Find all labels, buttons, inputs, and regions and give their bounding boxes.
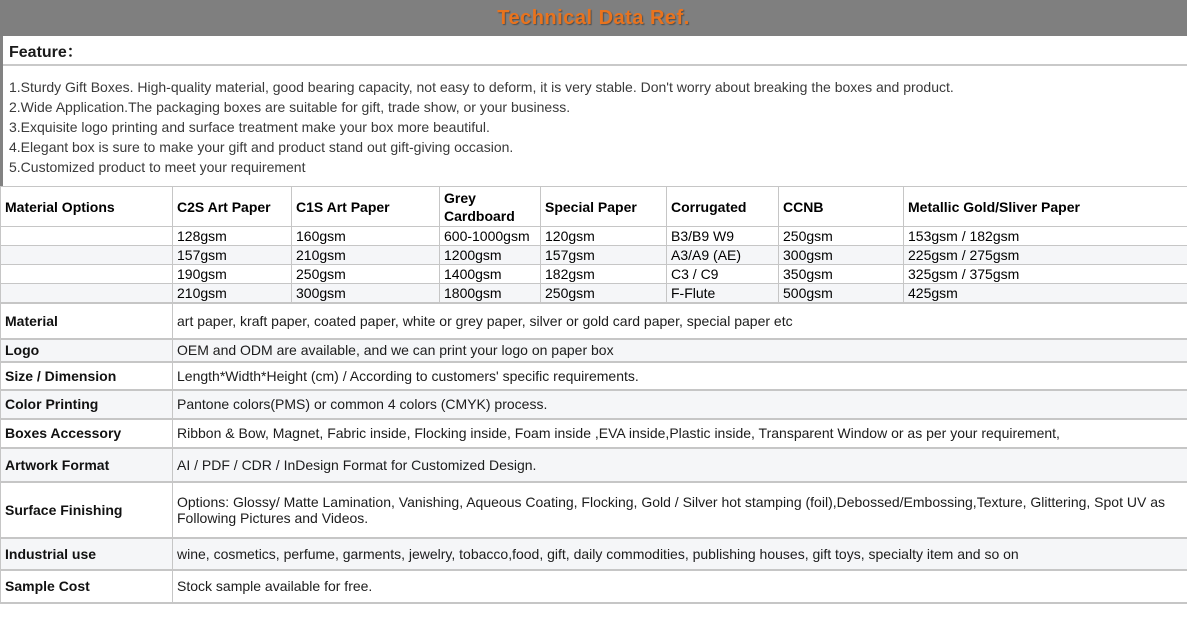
detail-label: Material bbox=[1, 303, 173, 339]
detail-value: Options: Glossy/ Matte Lamination, Vanishing, Aqueous Coating, Flocking, Gold / Silver hot stamping (foil),Debossed/Embossing,Texture, Glittering, Spot UV as Following Pictures and Videos. bbox=[173, 482, 1187, 538]
detail-row bbox=[1, 303, 1187, 339]
gsm-cell: A3/A9 (AE) bbox=[667, 246, 779, 265]
detail-value: wine, cosmetics, perfume, garments, jewelry, tobacco,food, gift, daily commodities, publishing houses, gift toys, specialty item and so on bbox=[173, 538, 1187, 570]
column-header: Corrugated bbox=[667, 187, 779, 227]
spec-body bbox=[1, 227, 1187, 603]
gsm-cell: C3 / C9 bbox=[667, 265, 779, 284]
column-header: Grey Cardboard bbox=[440, 187, 541, 227]
gsm-cell bbox=[1, 246, 173, 265]
gsm-cell: 210gsm bbox=[292, 246, 440, 265]
detail-label: Surface Finishing bbox=[1, 482, 173, 538]
detail-row bbox=[1, 482, 1187, 538]
gsm-cell bbox=[1, 284, 173, 303]
gsm-cell: 225gsm / 275gsm bbox=[904, 246, 1187, 265]
detail-label: Size / Dimension bbox=[1, 362, 173, 390]
column-header: C1S Art Paper bbox=[292, 187, 440, 227]
gsm-cell: 300gsm bbox=[779, 246, 904, 265]
detail-value: Length*Width*Height (cm) / According to customers' specific requirements. bbox=[173, 362, 1187, 390]
detail-label: Industrial use bbox=[1, 538, 173, 570]
detail-row bbox=[1, 570, 1187, 603]
detail-row bbox=[1, 362, 1187, 390]
detail-label: Artwork Format bbox=[1, 448, 173, 482]
gsm-cell: 1400gsm bbox=[440, 265, 541, 284]
gsm-cell: 157gsm bbox=[541, 246, 667, 265]
gsm-cell: 250gsm bbox=[292, 265, 440, 284]
gsm-row bbox=[1, 246, 1187, 265]
gsm-cell: 120gsm bbox=[541, 227, 667, 246]
feature-section bbox=[0, 36, 1187, 186]
spec-table bbox=[0, 186, 1187, 604]
detail-row bbox=[1, 538, 1187, 570]
gsm-cell: 325gsm / 375gsm bbox=[904, 265, 1187, 284]
gsm-cell: 425gsm bbox=[904, 284, 1187, 303]
detail-row bbox=[1, 390, 1187, 419]
gsm-cell bbox=[1, 227, 173, 246]
detail-row bbox=[1, 448, 1187, 482]
gsm-cell bbox=[1, 265, 173, 284]
feature-list bbox=[3, 66, 1187, 186]
gsm-cell: 153gsm / 182gsm bbox=[904, 227, 1187, 246]
column-header: Metallic Gold/Sliver Paper bbox=[904, 187, 1187, 227]
gsm-cell: B3/B9 W9 bbox=[667, 227, 779, 246]
gsm-cell: 157gsm bbox=[173, 246, 292, 265]
detail-value: OEM and ODM are available, and we can print your logo on paper box bbox=[173, 339, 1187, 362]
gsm-cell: 250gsm bbox=[779, 227, 904, 246]
title-bar bbox=[0, 0, 1187, 36]
gsm-cell: F-Flute bbox=[667, 284, 779, 303]
gsm-cell: 1800gsm bbox=[440, 284, 541, 303]
gsm-cell: 250gsm bbox=[541, 284, 667, 303]
column-header: CCNB bbox=[779, 187, 904, 227]
detail-value: art paper, kraft paper, coated paper, white or grey paper, silver or gold card paper, special paper etc bbox=[173, 303, 1187, 339]
detail-value: AI / PDF / CDR / InDesign Format for Customized Design. bbox=[173, 448, 1187, 482]
gsm-cell: 600-1000gsm bbox=[440, 227, 541, 246]
column-header: Material Options bbox=[1, 187, 173, 227]
feature-item: 2.Wide Application.The packaging boxes are suitable for gift, trade show, or your business. bbox=[9, 99, 571, 115]
detail-label: Boxes Accessory bbox=[1, 419, 173, 448]
page-title: Technical Data Ref. bbox=[497, 6, 690, 29]
gsm-cell: 300gsm bbox=[292, 284, 440, 303]
detail-label: Logo bbox=[1, 339, 173, 362]
gsm-cell: 350gsm bbox=[779, 265, 904, 284]
gsm-cell: 128gsm bbox=[173, 227, 292, 246]
gsm-row bbox=[1, 265, 1187, 284]
detail-row bbox=[1, 339, 1187, 362]
feature-item: 3.Exquisite logo printing and surface treatment make your box more beautiful. bbox=[9, 119, 490, 135]
column-header: C2S Art Paper bbox=[173, 187, 292, 227]
spec-header-row bbox=[1, 187, 1187, 227]
detail-row bbox=[1, 419, 1187, 448]
gsm-cell: 1200gsm bbox=[440, 246, 541, 265]
gsm-cell: 182gsm bbox=[541, 265, 667, 284]
gsm-cell: 190gsm bbox=[173, 265, 292, 284]
feature-item: 4.Elegant box is sure to make your gift and product stand out gift-giving occasion. bbox=[9, 139, 514, 155]
detail-label: Sample Cost bbox=[1, 570, 173, 603]
detail-label: Color Printing bbox=[1, 390, 173, 419]
gsm-cell: 160gsm bbox=[292, 227, 440, 246]
detail-value: Stock sample available for free. bbox=[173, 570, 1187, 603]
gsm-row bbox=[1, 227, 1187, 246]
feature-heading: Feature： bbox=[3, 36, 1187, 66]
feature-item: 1.Sturdy Gift Boxes. High-quality material, good bearing capacity, not easy to deform, it is very stable. Don't worry about breaking the boxes and product. bbox=[9, 79, 954, 95]
feature-item: 5.Customized product to meet your requirement bbox=[9, 159, 306, 175]
gsm-cell: 500gsm bbox=[779, 284, 904, 303]
gsm-row bbox=[1, 284, 1187, 303]
detail-value: Ribbon & Bow, Magnet, Fabric inside, Flocking inside, Foam inside ,EVA inside,Plastic inside, Transparent Window or as per your requirement, bbox=[173, 419, 1187, 448]
detail-value: Pantone colors(PMS) or common 4 colors (CMYK) process. bbox=[173, 390, 1187, 419]
column-header: Special Paper bbox=[541, 187, 667, 227]
gsm-cell: 210gsm bbox=[173, 284, 292, 303]
